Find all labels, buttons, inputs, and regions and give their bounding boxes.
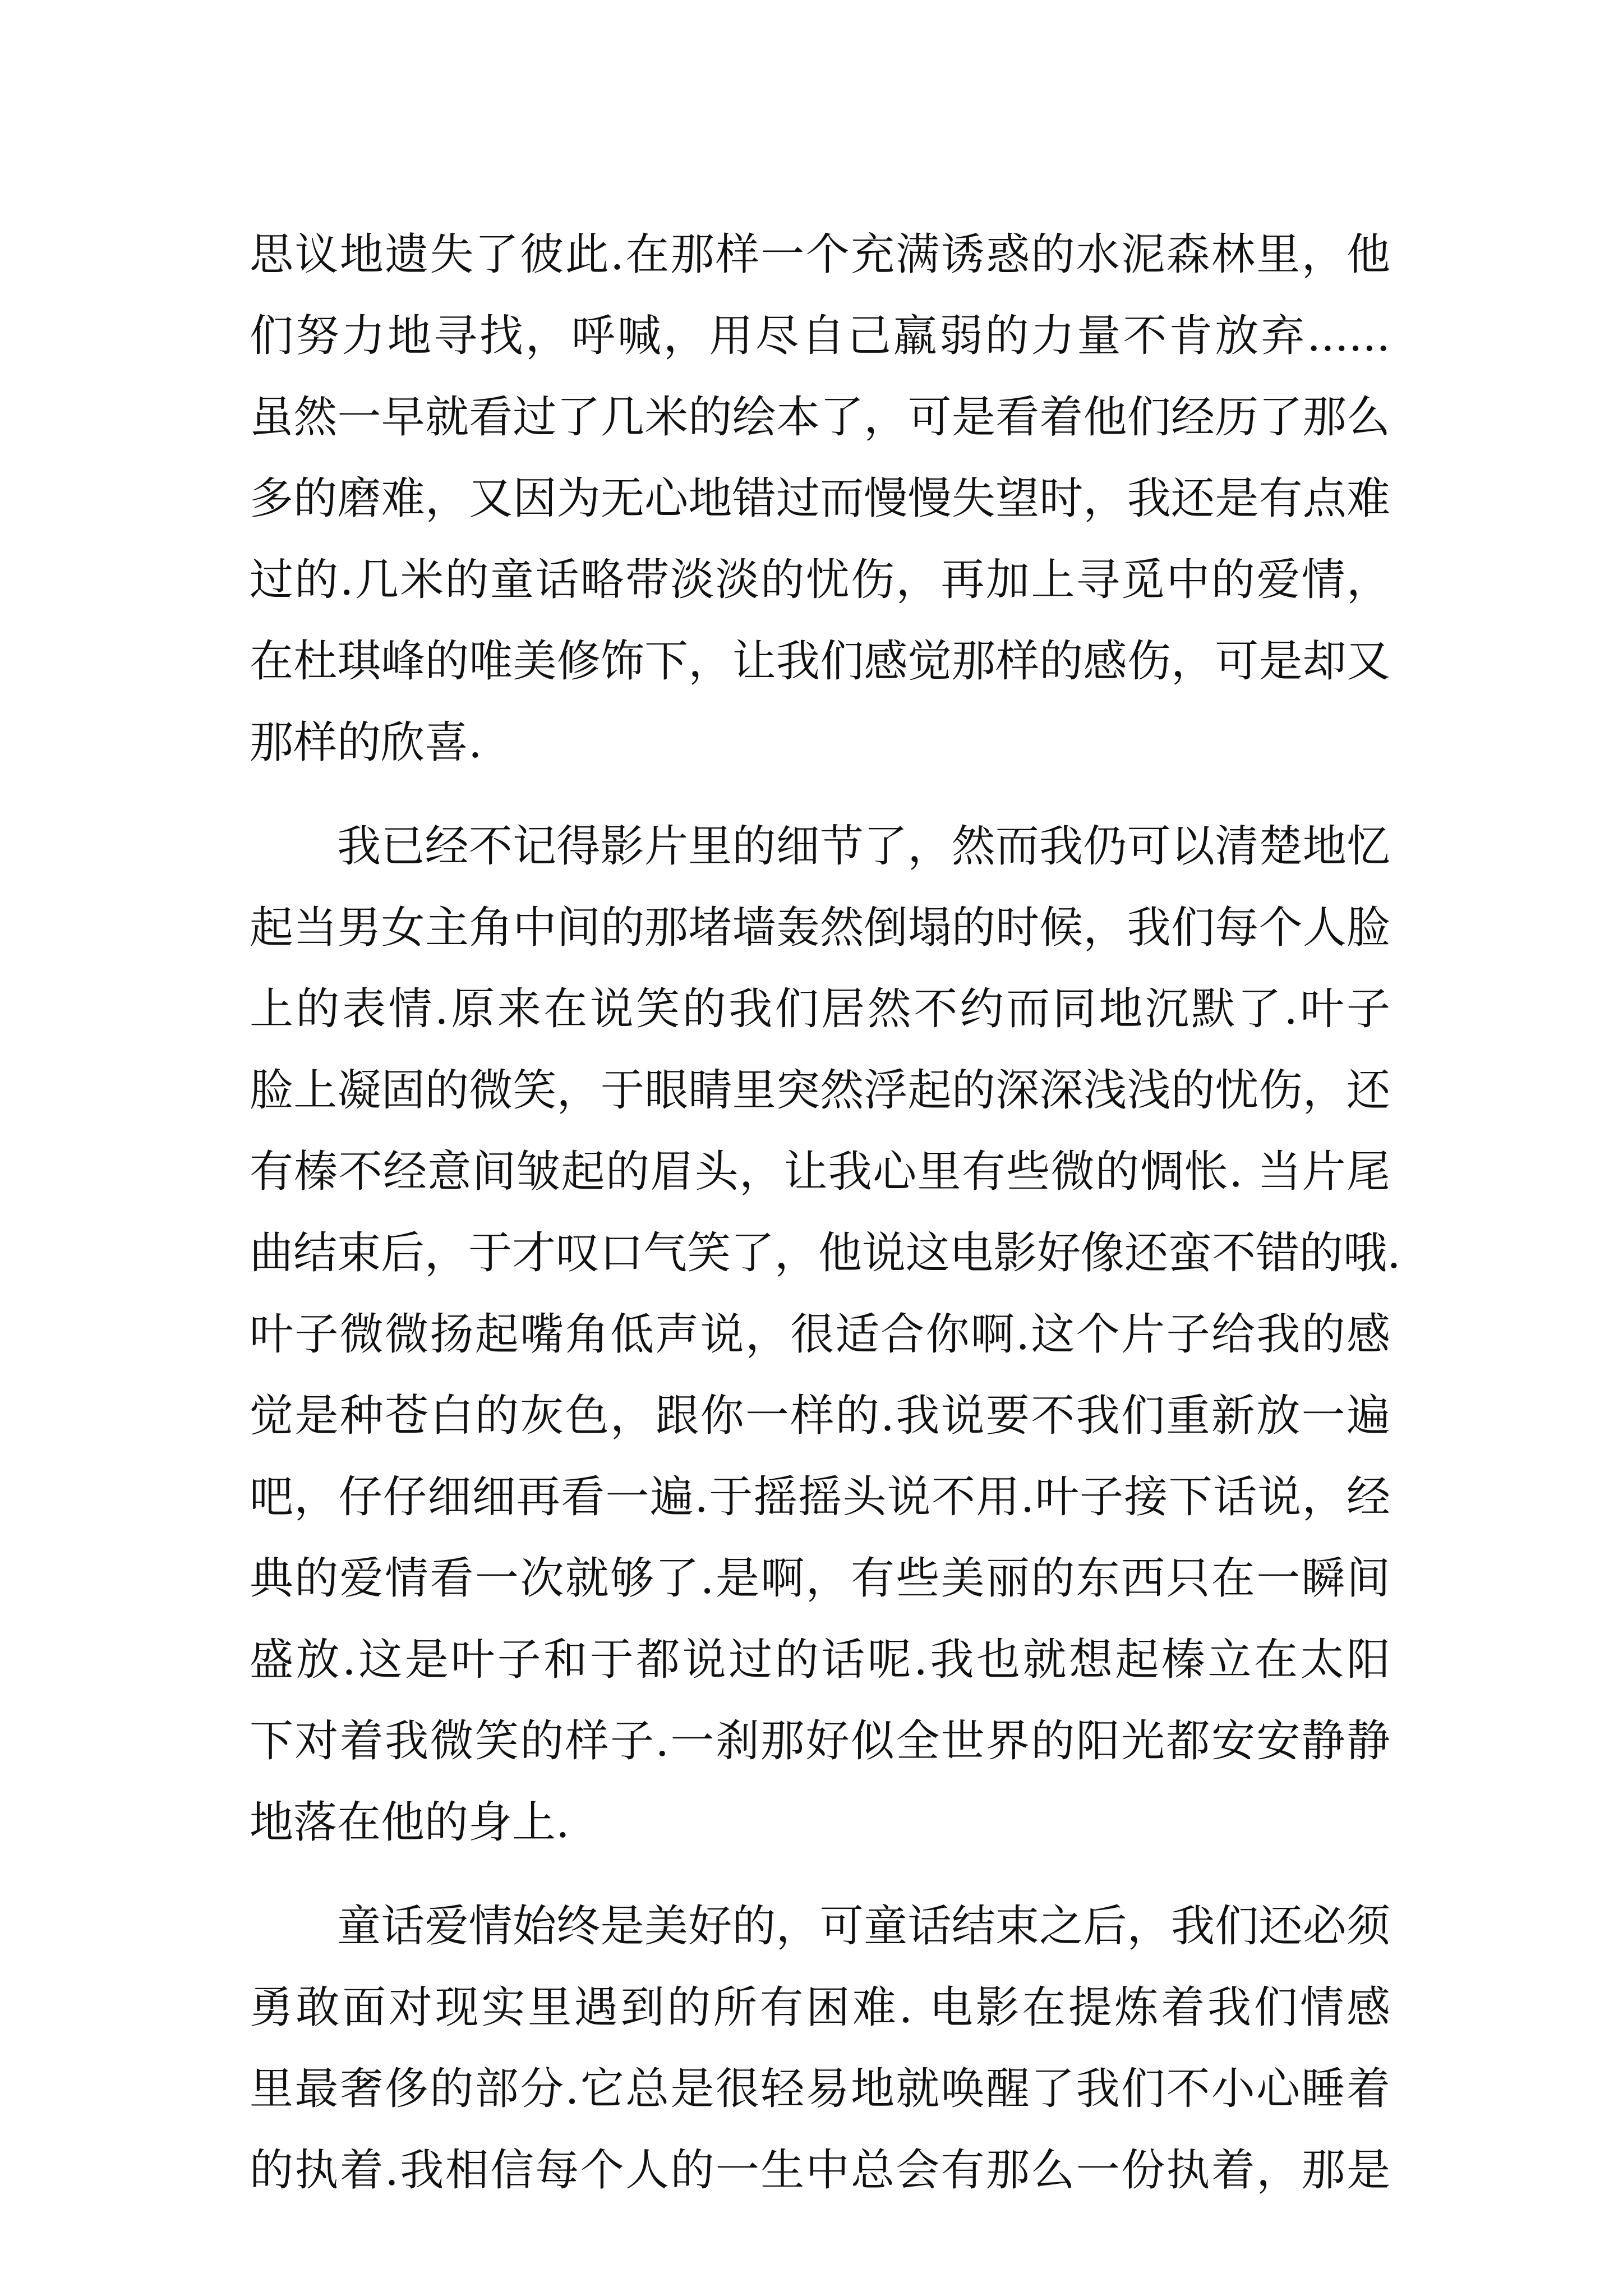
paragraph-spacing: [250, 784, 1390, 806]
text-line: 曲结束后，于才叹口气笑了，他说这电影好像还蛮不错的哦.: [250, 1228, 1401, 1278]
text-line: 们努力地寻找，呼喊，用尽自己羸弱的力量不肯放弃......: [250, 311, 1390, 361]
text-line: 觉是种苍白的灰色，跟你一样的.我说要不我们重新放一遍: [250, 1391, 1390, 1441]
text-line: 上的表情.原来在说笑的我们居然不约而同地沉默了.叶子: [250, 984, 1390, 1034]
text-line: 脸上凝固的微笑，于眼睛里突然浮起的深深浅浅的忧伤，还: [250, 1065, 1390, 1116]
text-line: 有榛不经意间皱起的眉头，让我心里有些微的惆怅. 当片尾: [250, 1147, 1390, 1197]
text-line: 虽然一早就看过了几米的绘本了，可是看着他们经历了那么: [250, 392, 1390, 443]
text-line: 思议地遗失了彼此.在那样一个充满诱惑的水泥森林里，他: [250, 229, 1390, 280]
text-line: 地落在他的身上.: [250, 1797, 570, 1848]
text-line: 叶子微微扬起嘴角低声说，很适合你啊.这个片子给我的感: [250, 1309, 1390, 1360]
text-line: 那样的欣喜.: [250, 717, 482, 768]
body-text: [250, 214, 1401, 2211]
text-line: 下对着我微笑的样子.一刹那好似全世界的阳光都安安静静: [250, 1716, 1390, 1766]
text-line: 童话爱情始终是美好的，可童话结束之后，我们还必须: [337, 1901, 1390, 1952]
text-line: 的执着.我相信每个人的一生中总会有那么一份执着，那是: [250, 2145, 1390, 2196]
paragraph: [250, 806, 1401, 1864]
text-line: 在杜琪峰的唯美修饰下，让我们感觉那样的感伤，可是却又: [250, 636, 1390, 687]
text-line: 我已经不记得影片里的细节了，然而我仍可以清楚地忆: [337, 821, 1390, 872]
text-line: 典的爱情看一次就够了.是啊，有些美丽的东西只在一瞬间: [250, 1553, 1390, 1604]
text-line: 盛放.这是叶子和于都说过的话呢.我也就想起榛立在太阳: [250, 1635, 1390, 1685]
text-line: 里最奢侈的部分.它总是很轻易地就唤醒了我们不小心睡着: [250, 2064, 1390, 2114]
paragraph-spacing: [250, 1864, 1390, 1886]
paragraph: [250, 214, 1390, 784]
text-line: 勇敢面对现实里遇到的所有困难. 电影在提炼着我们情感: [250, 1982, 1390, 2033]
paragraph: [250, 1886, 1390, 2211]
text-line: 多的磨难，又因为无心地错过而慢慢失望时，我还是有点难: [250, 473, 1390, 524]
text-line: 起当男女主角中间的那堵墙轰然倒塌的时候，我们每个人脸: [250, 903, 1390, 953]
text-line: 过的.几米的童话略带淡淡的忧伤，再加上寻觅中的爱情，: [250, 555, 1390, 605]
text-line: 吧，仔仔细细再看一遍.于摇摇头说不用.叶子接下话说，经: [250, 1472, 1390, 1522]
